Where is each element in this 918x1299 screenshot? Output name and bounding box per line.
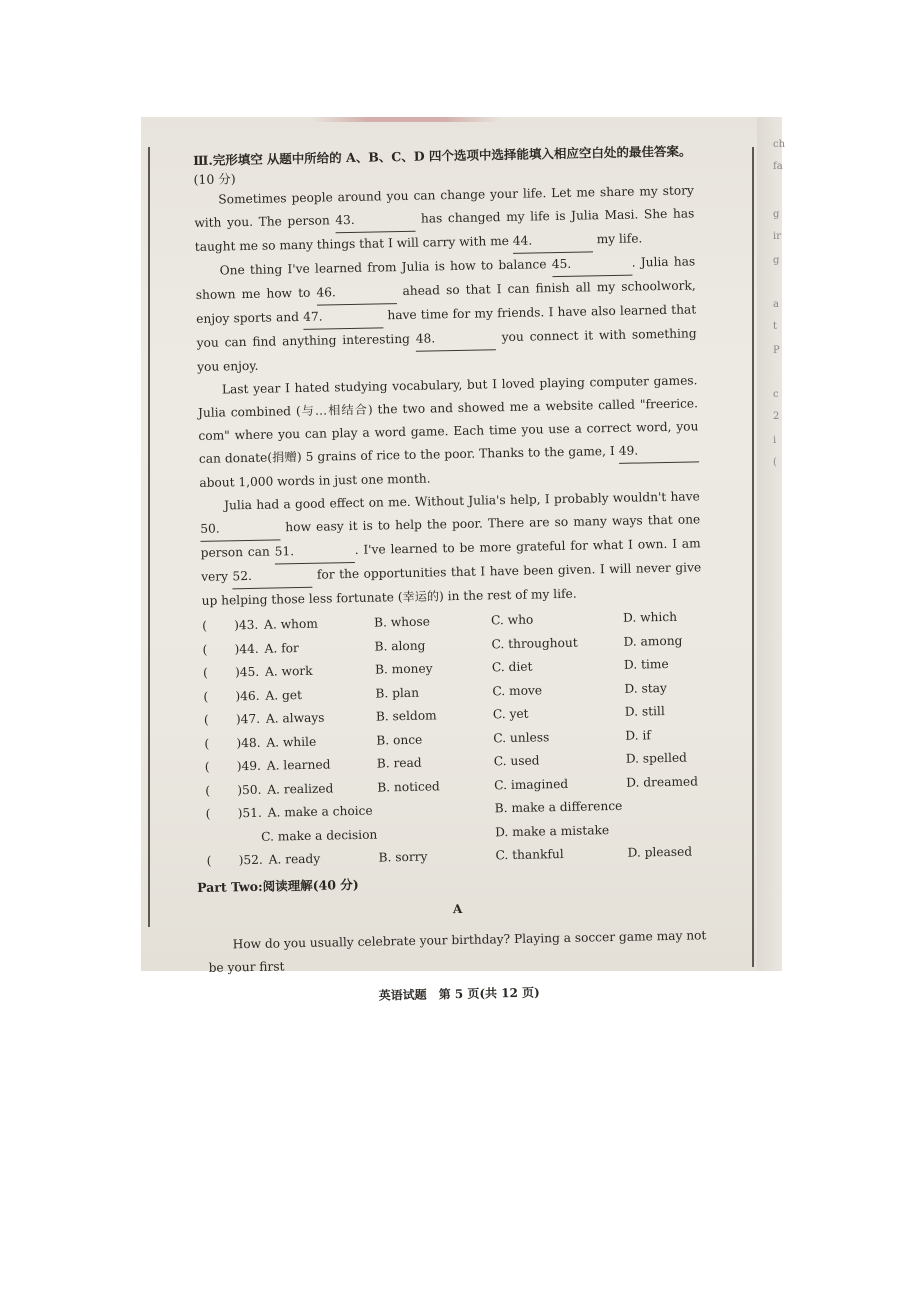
edge-char: ir bbox=[773, 231, 781, 242]
answer-paren: ( bbox=[205, 807, 211, 822]
passage-text: have time for my friends. I have also learned that you can find anything interesting bbox=[196, 302, 697, 350]
option-a: A. always bbox=[265, 710, 325, 726]
option-a: A. make a choice bbox=[267, 803, 373, 820]
top-stamp-mark bbox=[311, 117, 501, 122]
blank-44: 44. bbox=[513, 228, 593, 254]
answer-paren: ( bbox=[205, 783, 211, 798]
option-c: C. make a decision bbox=[261, 827, 378, 844]
passage-text: how easy it is to help the poor. There are so many ways that one person can bbox=[200, 512, 701, 560]
option-d: D. dreamed bbox=[626, 774, 699, 790]
question-number: )46. bbox=[235, 688, 260, 704]
option-c: C. who bbox=[490, 612, 534, 628]
answer-paren: ( bbox=[203, 689, 209, 704]
edge-char: c bbox=[773, 389, 779, 400]
reading-section-label: A bbox=[452, 901, 463, 916]
passage-paragraph-3 bbox=[197, 369, 699, 495]
exam-page-content bbox=[193, 141, 709, 1010]
question-number: )45. bbox=[234, 665, 260, 680]
option-b: B. whose bbox=[373, 614, 431, 630]
edge-char: ( bbox=[773, 457, 777, 468]
option-d: D. stay bbox=[624, 680, 667, 696]
edge-char: fa bbox=[773, 161, 783, 172]
passage-text: for the opportunities that I have been given. I will never give up helping those less fortunate (幸运的) in the rest of my life. bbox=[201, 560, 702, 608]
option-b: B. money bbox=[374, 661, 433, 677]
option-d: D. among bbox=[623, 633, 683, 649]
edge-char: 2 bbox=[773, 411, 780, 422]
blank-50: 50. bbox=[200, 516, 280, 542]
option-b: B. plan bbox=[375, 685, 420, 701]
passage-paragraph-1 bbox=[194, 179, 695, 260]
blank-46: 46. bbox=[316, 280, 396, 306]
passage-text: Last year I hated studying vocabulary, but I loved playing computer games. Julia combined (与…相结合) the two and showed me a website called "freerice. com" where you can play a word game. Each time you use a correct word, you can donate(捐赠) 5 grains of rice to the poor. Thanks to the game, I bbox=[197, 373, 699, 466]
adjacent-page-edge bbox=[757, 117, 786, 971]
answer-paren: ( bbox=[202, 642, 208, 657]
option-d: D. if bbox=[625, 728, 651, 743]
option-c: C. yet bbox=[492, 706, 529, 722]
answer-paren: ( bbox=[202, 666, 208, 681]
option-c: C. move bbox=[492, 683, 543, 699]
edge-char: ch bbox=[773, 139, 786, 150]
edge-char: a bbox=[773, 299, 779, 310]
passage-text: One thing I've learned from Julia is how to balance bbox=[219, 257, 552, 278]
question-number: )50. bbox=[237, 782, 262, 798]
option-c: C. thankful bbox=[495, 847, 564, 863]
passage-text: has changed my life is Julia Masi. She has taught me so many things that I will carry with me bbox=[194, 206, 695, 254]
edge-char: g bbox=[773, 209, 780, 220]
blank-52: 52. bbox=[232, 564, 312, 590]
answer-paren: ( bbox=[204, 760, 210, 775]
option-a: A. ready bbox=[268, 851, 321, 867]
blank-51: 51. bbox=[274, 539, 354, 565]
question-number: )47. bbox=[235, 712, 261, 727]
option-c: C. unless bbox=[493, 730, 550, 746]
question-number: )49. bbox=[236, 759, 262, 774]
option-d: D. make a mistake bbox=[494, 822, 610, 840]
blank-45: 45. bbox=[552, 252, 632, 278]
option-b: B. read bbox=[376, 755, 422, 771]
passage-text: ahead so that I can finish all my schoolwork, enjoy sports and bbox=[196, 278, 696, 326]
option-d: D. time bbox=[623, 657, 669, 673]
passage-text: Julia had a good effect on me. Without Julia's help, I probably wouldn't have bbox=[224, 489, 700, 513]
blank-47: 47. bbox=[303, 304, 383, 330]
passage-text: about 1,000 words in just one month. bbox=[199, 471, 431, 490]
document-photo bbox=[141, 117, 786, 1003]
reading-first-line: How do you usually celebrate your birthday? Playing a soccer game may not be your first bbox=[208, 927, 707, 975]
option-b: B. make a difference bbox=[494, 799, 623, 816]
option-a: A. work bbox=[264, 664, 313, 679]
question-number: )51. bbox=[237, 806, 262, 821]
option-a: A. for bbox=[264, 640, 299, 656]
question-number: )52. bbox=[238, 853, 263, 868]
option-a: A. learned bbox=[266, 757, 331, 773]
edge-char: P bbox=[773, 345, 780, 356]
option-d: D. spelled bbox=[625, 750, 688, 767]
section-number: Ⅲ.完形填空 bbox=[193, 151, 263, 168]
passage-text: . I've learned to be more grateful for what I own. I am very bbox=[201, 536, 701, 584]
option-c: C. diet bbox=[491, 659, 533, 675]
left-margin-line bbox=[148, 147, 150, 927]
blank-43: 43. bbox=[335, 208, 415, 234]
option-a: A. get bbox=[265, 687, 303, 703]
answer-paren: ( bbox=[203, 713, 209, 728]
answer-paren: ( bbox=[204, 736, 210, 751]
passage-text: Sometimes people around you can change your life. Let me share my story with you. The person bbox=[194, 183, 694, 230]
edge-char: t bbox=[773, 321, 778, 332]
question-number: )43. bbox=[233, 618, 259, 633]
option-b: B. along bbox=[374, 638, 426, 654]
answer-paren: ( bbox=[206, 854, 212, 869]
question-number: )48. bbox=[236, 735, 261, 751]
edge-char: i bbox=[773, 435, 777, 446]
blank-48: 48. bbox=[416, 326, 496, 352]
section-instruction: 从题中所给的 A、B、C、D 四个选项中选择能填入相应空白处的最佳答案。 bbox=[266, 143, 692, 167]
option-b: B. sorry bbox=[378, 849, 428, 865]
indent-spacer bbox=[206, 837, 261, 838]
option-d: D. pleased bbox=[627, 844, 693, 861]
option-d: D. still bbox=[624, 704, 665, 720]
answer-paren: ( bbox=[201, 619, 208, 634]
option-c: C. throughout bbox=[491, 635, 578, 652]
option-c: C. used bbox=[493, 753, 540, 769]
option-b: B. once bbox=[376, 732, 423, 748]
question-number: )44. bbox=[234, 641, 259, 657]
passage-text: . Julia has shown me how to bbox=[195, 254, 696, 302]
option-a: A. realized bbox=[267, 781, 334, 797]
option-c: C. imagined bbox=[494, 776, 569, 793]
option-d: D. which bbox=[622, 610, 678, 626]
passage-text: my life. bbox=[596, 231, 643, 247]
option-b: B. seldom bbox=[375, 708, 437, 724]
option-a: A. whom bbox=[263, 616, 318, 632]
option-b: B. noticed bbox=[377, 779, 440, 795]
answer-options bbox=[202, 605, 707, 873]
edge-char: g bbox=[773, 255, 780, 266]
part-two-heading: Part Two:阅读理解(40 分) bbox=[196, 876, 359, 895]
passage-paragraph-2 bbox=[195, 250, 697, 379]
section-points: (10 分) bbox=[193, 171, 236, 187]
option-a: A. while bbox=[266, 734, 317, 750]
page-footer: 英语试题 第 5 页(共 12 页) bbox=[378, 984, 540, 1003]
passage-paragraph-4 bbox=[200, 485, 702, 613]
right-margin-line bbox=[752, 147, 754, 967]
blank-49: 49. bbox=[619, 438, 699, 464]
passage-text: you connect it with something you enjoy. bbox=[197, 326, 697, 374]
